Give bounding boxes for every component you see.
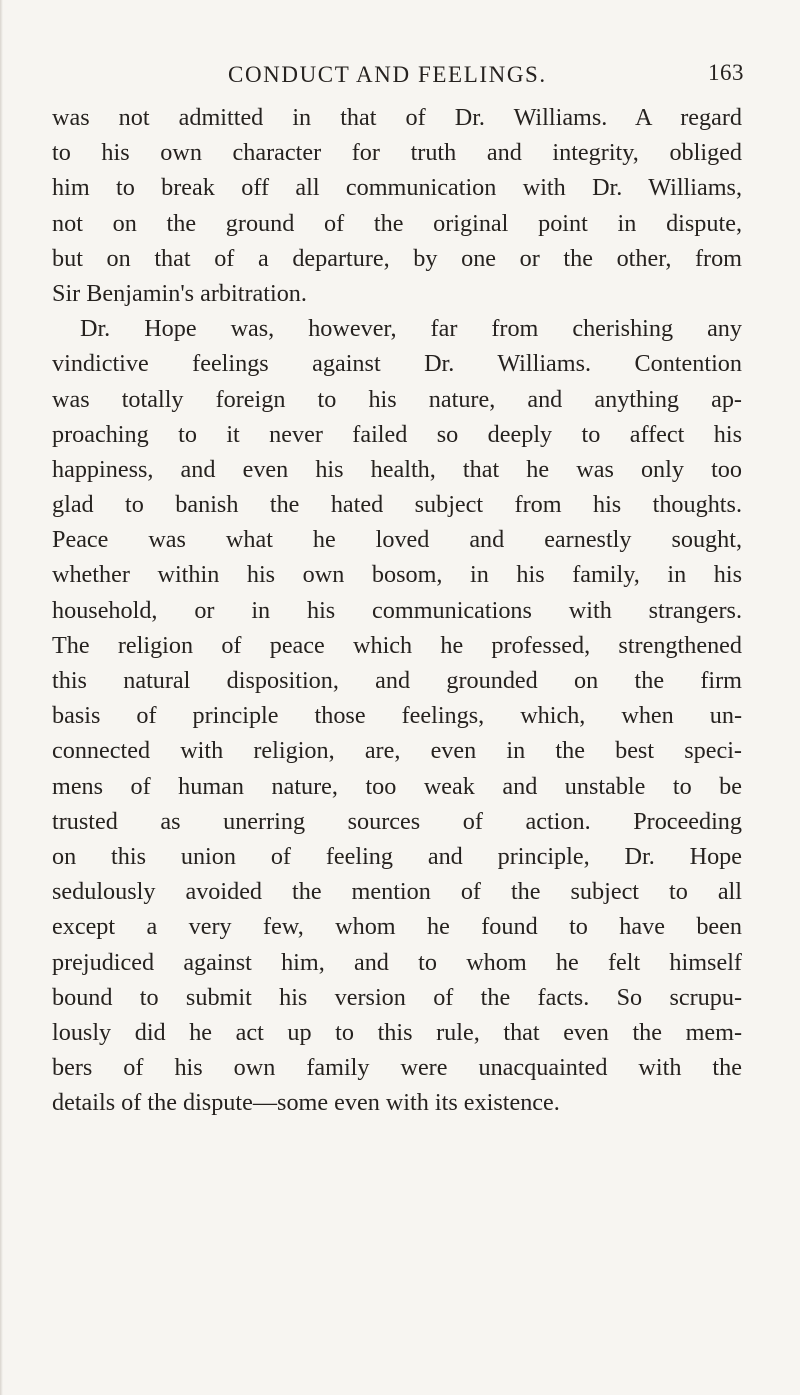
running-head [0,62,800,102]
text-line: lously did he act up to this rule, that even the mem- [52,1018,742,1046]
text-line: glad to banish the hated subject from his thoughts. [52,491,742,519]
text-line: was totally foreign to his nature, and anything ap- [52,385,742,413]
running-head-title: CONDUCT AND FEELINGS. [228,62,547,87]
text-line: Dr. Hope was, however, far from cherishing any [80,315,742,343]
text-line: trusted as unerring sources of action. Proceeding [52,807,742,835]
text-line: mens of human nature, too weak and unstable to be [52,772,742,800]
text-line: was not admitted in that of Dr. Williams. A regard [52,104,742,131]
text-line: but on that of a departure, by one or the other, from [52,244,742,272]
text-line: Peace was what he loved and earnestly sought, [52,526,742,554]
text-line: on this union of feeling and principle, Dr. Hope [52,842,742,870]
text-line: this natural disposition, and grounded on the firm [52,667,742,694]
text-line: to his own character for truth and integrity, obliged [52,139,742,167]
text-line: bers of his own family were unacquainted with the [52,1054,742,1082]
text-line: household, or in his communications with strangers. [52,596,742,624]
text-line: basis of principle those feelings, which, when un- [52,702,742,730]
text-line: The religion of peace which he professed, strengthened [52,631,742,659]
text-line: prejudiced against him, and to whom he felt himself [52,948,742,976]
body-text [52,100,742,1120]
text-line: vindictive feelings against Dr. Williams. Contention [52,350,742,378]
text-line: not on the ground of the original point in dispute, [52,209,742,237]
text-line: sedulously avoided the mention of the subject to all [52,878,742,906]
text-line: happiness, and even his health, that he was only too [52,455,742,483]
text-line: whether within his own bosom, in his family, in his [52,561,742,589]
text-line: Sir Benjamin's arbitration. [52,279,307,307]
text-line: connected with religion, are, even in the best speci- [52,737,742,765]
text-line: details of the dispute—some even with its existence. [52,1089,560,1117]
text-line: except a very few, whom he found to have been [52,913,742,941]
text-line: bound to submit his version of the facts. So scrupu- [52,983,742,1011]
text-line: proaching to it never failed so deeply to affect his [52,420,742,448]
page-edge-shadow [0,0,3,1395]
page-number: 163 [708,60,744,85]
text-line: him to break off all communication with Dr. Williams, [52,174,742,202]
